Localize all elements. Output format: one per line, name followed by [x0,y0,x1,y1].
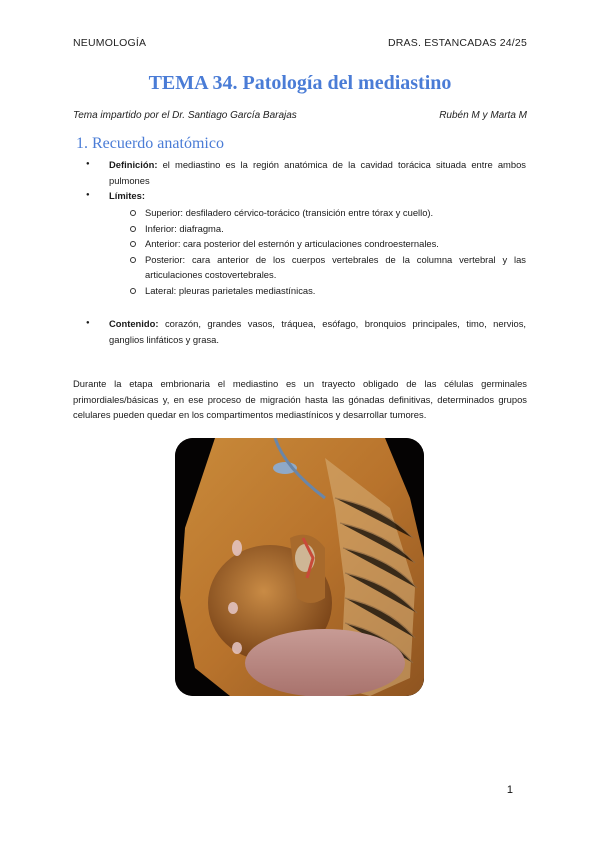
sublist-item: Posterior: cara anterior de los cuerpos vertebrales de la columna vertebral y las articulaciones costovertebrales. [145,252,526,283]
body-paragraph: Durante la etapa embrionaria el mediastino es un trayecto obligado de las células germinales primordiales/básicas y, en ese proceso de migración hasta las gónadas definitivas, determinados grupos celulares pueden quedar en los compartimentos mediastínicos y desarrollar tumores. [73,378,527,420]
dissection-illustration [175,438,424,696]
definicion-label: Definición: [109,159,158,170]
contenido-text: corazón, grandes vasos, tráquea, esófago, bronquios principales, timo, nervios, ganglios linfáticos y grasa. [109,318,526,345]
header-subject: NEUMOLOGÍA [73,37,147,49]
section-heading: 1. Recuerdo anatómico [76,135,224,152]
sublist-item: Lateral: pleuras parietales mediastínicas. [145,283,526,299]
lecturer-note: Tema impartido por el Dr. Santiago García Barajas [73,110,297,121]
definicion-text: el mediastino es la región anatómica de la cavidad torácica situada entre ambos pulmones [109,159,526,186]
limits-sublist [145,205,526,298]
page-number: 1 [506,784,513,796]
content-list [109,316,526,347]
sublist-item: Anterior: cara posterior del esternón y articulaciones condroesternales. [145,236,526,252]
list-item-limites [109,188,526,204]
anatomical-dissection-image [175,438,424,696]
list-item-contenido [109,316,526,347]
authors-note: Rubén M y Marta M [439,110,527,121]
header-authors-course: DRAS. ESTANCADAS 24/25 [387,37,527,49]
definition-limits-list [109,157,526,204]
sublist-item: Superior: desfiladero cérvico-torácico (transición entre tórax y cuello). [145,205,526,221]
sublist-item: Inferior: diafragma. [145,221,526,237]
limites-label: Límites: [109,190,145,201]
contenido-label: Contenido: [109,318,159,329]
list-item-definicion [109,157,526,188]
page-title: TEMA 34. Patología del mediastino [148,72,452,94]
